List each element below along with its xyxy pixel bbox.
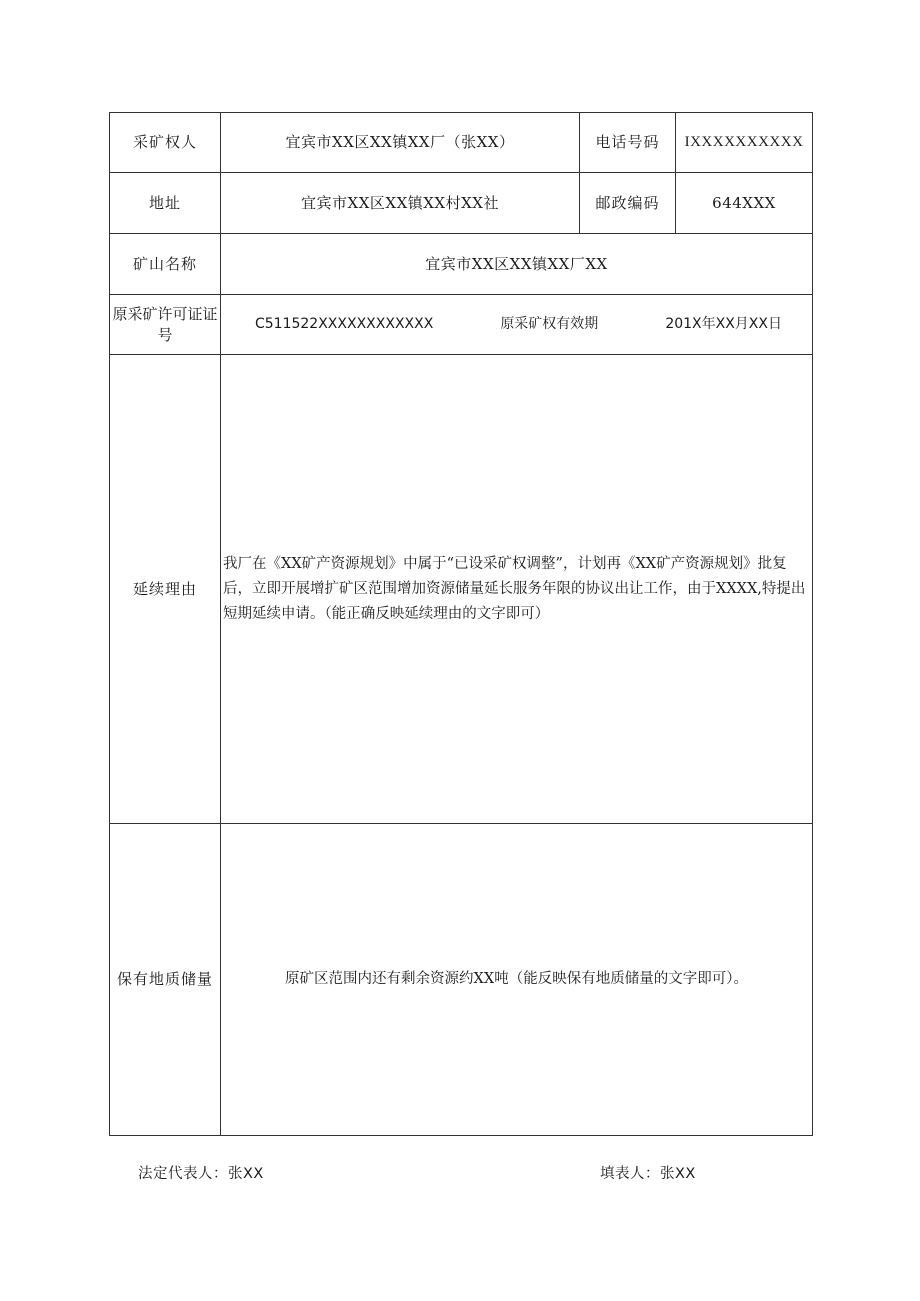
reason-text: 我厂在《XX矿产资源规划》中属于“已设采矿权调整”，计划再《XX矿产资源规划》批复后，立即开展增扩矿区范围增加资源储量延长服务年限的协议出让工作，由于XXXX,特提出短期延续申请。（能正确反映延续理由的文字即可）	[221, 355, 813, 824]
validity-label: 原采矿权有效期	[500, 316, 599, 333]
address-label: 地址	[110, 173, 221, 234]
address-row	[110, 173, 813, 234]
legal-representative: 法定代表人：张XX	[138, 1166, 264, 1182]
mine-name-label: 矿山名称	[110, 234, 221, 295]
license-info-row	[221, 315, 812, 334]
form-filler: 填表人：张XX	[600, 1166, 696, 1182]
license-cell	[221, 295, 813, 355]
postcode-value: 644XXX	[676, 173, 813, 234]
reserve-label: 保有地质储量	[110, 824, 221, 1136]
owner-row	[110, 113, 813, 173]
reserve-text: 原矿区范围内还有剩余资源约XX吨（能反映保有地质储量的文字即可）。	[221, 824, 813, 1136]
validity-value: 201X年XX月XX日	[665, 316, 782, 333]
phone-value: IXXXXXXXXXX	[676, 113, 813, 173]
owner-value: 宜宾市XX区XX镇XX厂（张XX）	[221, 113, 580, 173]
license-value: C511522XXXXXXXXXXXX	[255, 316, 434, 333]
license-row	[110, 295, 813, 355]
address-value: 宜宾市XX区XX镇XX村XX社	[221, 173, 580, 234]
postcode-label: 邮政编码	[580, 173, 676, 234]
owner-label: 采矿权人	[110, 113, 221, 173]
application-form-table	[109, 112, 813, 1136]
phone-label: 电话号码	[580, 113, 676, 173]
mine-name-row	[110, 234, 813, 295]
reason-label: 延续理由	[110, 355, 221, 824]
mine-name-value: 宜宾市XX区XX镇XX厂XX	[221, 234, 813, 295]
license-label: 原采矿许可证证号	[110, 295, 221, 355]
reason-row	[110, 355, 813, 824]
reserve-row	[110, 824, 813, 1136]
